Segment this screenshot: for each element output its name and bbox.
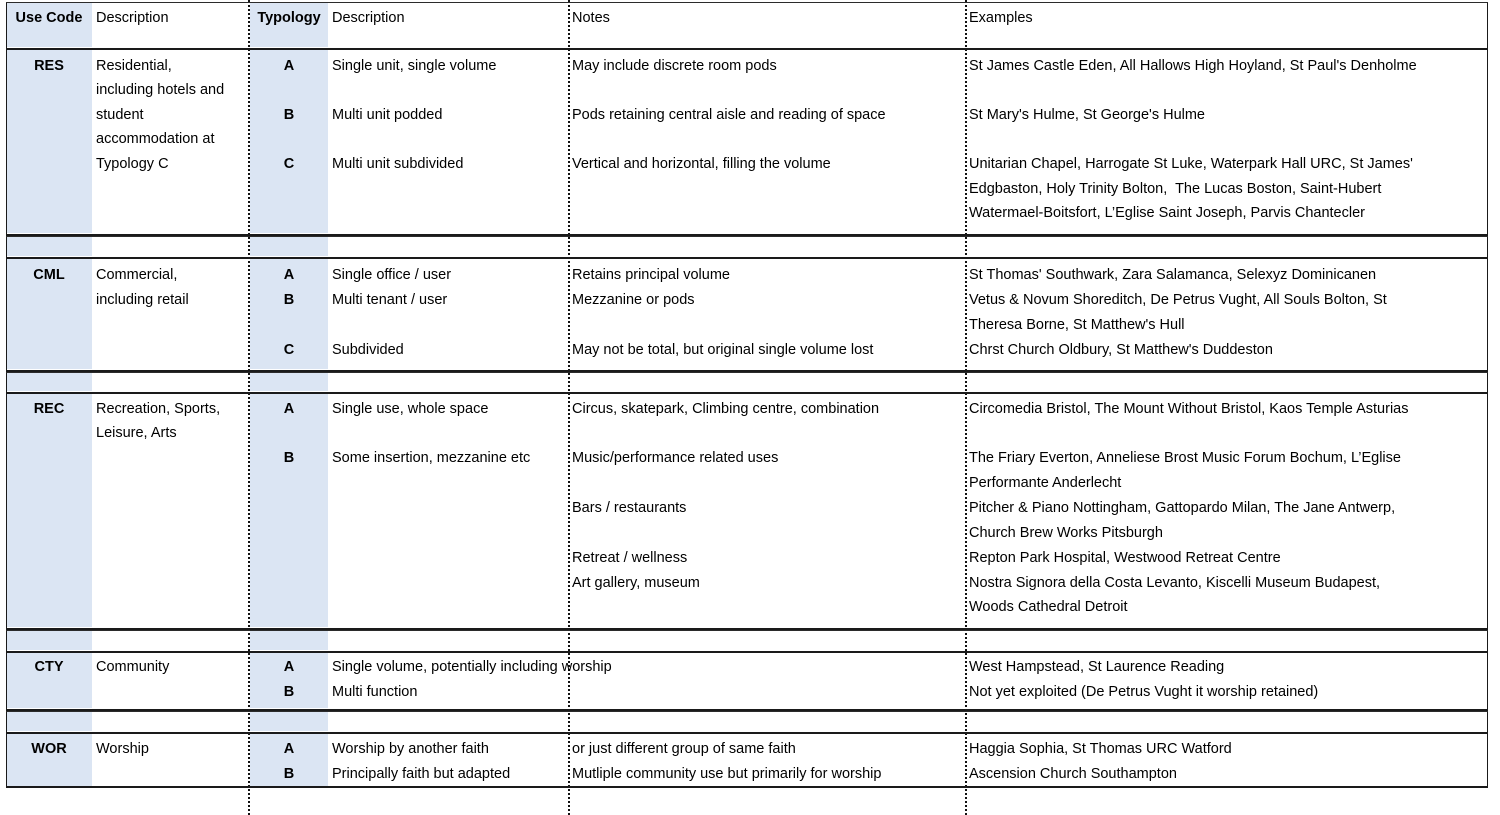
typology-res-b: B — [283, 107, 295, 123]
header-notes: Notes — [572, 10, 610, 26]
examples-rec-a: Circomedia Bristol, The Mount Without Bristol, Kaos Temple Asturias — [969, 401, 1409, 417]
use-code-cml: CML — [33, 267, 65, 283]
examples-wor-a: Haggia Sophia, St Thomas URC Watford — [969, 741, 1232, 757]
typology-cty-a: A — [283, 659, 295, 675]
shade-rec-typology — [250, 394, 328, 627]
examples-cty-b: Not yet exploited (De Petrus Vught it worship retained) — [969, 684, 1319, 700]
header-use-code: Use Code — [15, 10, 83, 26]
shade-spacer3-typology — [250, 630, 328, 650]
typology-wor-a: A — [283, 741, 295, 757]
typology-description-wor-a: Worship by another faith — [332, 741, 489, 757]
typology-rec-a: A — [283, 401, 295, 417]
notes-cml-a: Retains principal volume — [572, 267, 730, 283]
typology-cml-b: B — [283, 292, 295, 308]
shade-spacer2-typology — [250, 372, 328, 391]
rule-header-bottom — [6, 48, 1488, 50]
typology-description-wor-b: Principally faith but adapted — [332, 766, 511, 782]
rule-spacer4-top — [6, 711, 1488, 712]
column-separator-examples — [965, 0, 967, 815]
rule-rec-top — [6, 392, 1488, 394]
shade-spacer4-usecode — [6, 711, 92, 731]
header-typology-description: Description — [332, 10, 405, 26]
column-separator-notes — [568, 0, 570, 815]
use-code-cty: CTY — [34, 659, 64, 675]
typology-description-res-c: Multi unit subdivided — [332, 156, 464, 172]
typology-description-res-a: Single unit, single volume — [332, 58, 497, 74]
rule-table-top — [6, 2, 1488, 3]
table-right-edge — [1487, 2, 1488, 787]
notes-wor-a: or just different group of same faith — [572, 741, 796, 757]
typology-cml-a: A — [283, 267, 295, 283]
rule-cty-top — [6, 651, 1488, 653]
typology-cty-b: B — [283, 684, 295, 700]
examples-res-b: St Mary's Hulme, St George's Hulme — [969, 107, 1205, 123]
classification-table-sheet: Use Code Description Typology Description Notes Examples RES Residential, including hotels and student accommodation at Typology C A Single unit, single volume May include discrete room pods St James Castle Eden, All Hallows High Hoyland, St Paul's Denholme B Multi unit podded Pods retaining central aisle and reading of space St Mary's Hulme, St George's Hulme C Multi unit subdivided Vertical and horizontal, filling the volume Unitarian Chapel, Harrogate St Luke, Waterpark Hall URC, St James' Edgbaston, Holy Trinity Bolton, The Lucas Boston, Saint-Hubert Watermael-Boitsfort, L’Eglise Saint Joseph, Parvis Chantecler CML Commercial, including retail A Single office / user Retains principal volume St Thomas' Southwark, Zara Salamanca, Selexyz Dominicanen B Multi tenant / user Mezzanine or pods Vetus & Novum Shoreditch, De Petrus Vught, All Souls Bolton, St Theresa Borne, St Matthew's Hull C Subdivided May not be total, but original single volume lost Chrst Church Oldbury, St Matthew's Duddeston REC Recreation, Sports, Leisure, Arts A Single use, whole space Circus, skatepark, Climbing centre, combination Circomedia Bristol, The Mount Without Bristol, Kaos Temple Asturias B Some insertion, mezzanine etc Music/performance related uses Bars / restaurants Retreat / wellness Art gallery, museum The Friary Everton, Anneliese Brost Music Forum Bochum, L’Eglise Performante Anderlecht Pitcher & Piano Nottingham, Gattopardo Milan, The Jane Antwerp, Church Brew Works Pitsburgh Repton Park Hospital, Westwood Retreat Centre Nostra Signora della Costa Levanto, Kiscelli Museum Budapest, Woods Cathedral Detroit CTY Community A Single volume, potentially including worship West Hampstead, St Laurence Reading B Multi function Not yet exploited (De Petrus Vught it worship retained) WOR Worship A Worship by another faith or just different group of same faith Haggia Sophia, St Thomas URC Watford B Principally faith but adapted Mutliple community use but primarily for worship Ascension Church Southampton — [0, 0, 1500, 815]
typology-description-rec-b: Some insertion, mezzanine etc — [332, 450, 531, 466]
rule-wor-top — [6, 732, 1488, 734]
typology-description-cty-a: Single volume, potentially including worship — [332, 659, 612, 675]
shade-spacer4-typology — [250, 711, 328, 731]
typology-description-cml-a: Single office / user — [332, 267, 452, 283]
notes-wor-b: Mutliple community use but primarily for worship — [572, 766, 882, 782]
rule-cml-top — [6, 257, 1488, 259]
typology-res-a: A — [283, 58, 295, 74]
use-code-wor: WOR — [31, 741, 67, 757]
examples-wor-b: Ascension Church Southampton — [969, 766, 1177, 782]
typology-description-cml-c: Subdivided — [332, 342, 404, 358]
notes-res-a: May include discrete room pods — [572, 58, 777, 74]
notes-res-c: Vertical and horizontal, filling the volume — [572, 156, 831, 172]
shade-spacer1-usecode — [6, 236, 92, 256]
header-use-description: Description — [96, 10, 169, 26]
shade-spacer2-usecode — [6, 372, 92, 391]
header-examples: Examples — [969, 10, 1033, 26]
examples-res-a: St James Castle Eden, All Hallows High Hoyland, St Paul's Denholme — [969, 58, 1417, 74]
notes-cml-c: May not be total, but original single volume lost — [572, 342, 874, 358]
notes-cml-b: Mezzanine or pods — [572, 292, 695, 308]
typology-description-res-b: Multi unit podded — [332, 107, 443, 123]
examples-cml-c: Chrst Church Oldbury, St Matthew's Duddeston — [969, 342, 1273, 358]
shade-spacer1-typology — [250, 236, 328, 256]
notes-rec-a: Circus, skatepark, Climbing centre, combination — [572, 401, 880, 417]
use-code-res: RES — [34, 58, 64, 74]
typology-res-c: C — [283, 156, 295, 172]
use-description-wor: Worship — [96, 741, 149, 757]
shade-rec-usecode — [6, 394, 92, 627]
typology-description-rec-a: Single use, whole space — [332, 401, 489, 417]
typology-wor-b: B — [283, 766, 295, 782]
use-description-cty: Community — [96, 659, 170, 675]
typology-cml-c: C — [283, 342, 295, 358]
typology-rec-b: B — [283, 450, 295, 466]
header-typology: Typology — [257, 10, 321, 26]
examples-cty-a: West Hampstead, St Laurence Reading — [969, 659, 1225, 675]
typology-description-cml-b: Multi tenant / user — [332, 292, 448, 308]
use-code-rec: REC — [33, 401, 65, 417]
rule-spacer3-top — [6, 630, 1488, 631]
rule-spacer2-top — [6, 372, 1488, 373]
typology-description-cty-b: Multi function — [332, 684, 418, 700]
rule-spacer1-top — [6, 236, 1488, 237]
notes-res-b: Pods retaining central aisle and reading of space — [572, 107, 886, 123]
shade-spacer3-usecode — [6, 630, 92, 650]
examples-cml-a: St Thomas' Southwark, Zara Salamanca, Selexyz Dominicanen — [969, 267, 1377, 283]
